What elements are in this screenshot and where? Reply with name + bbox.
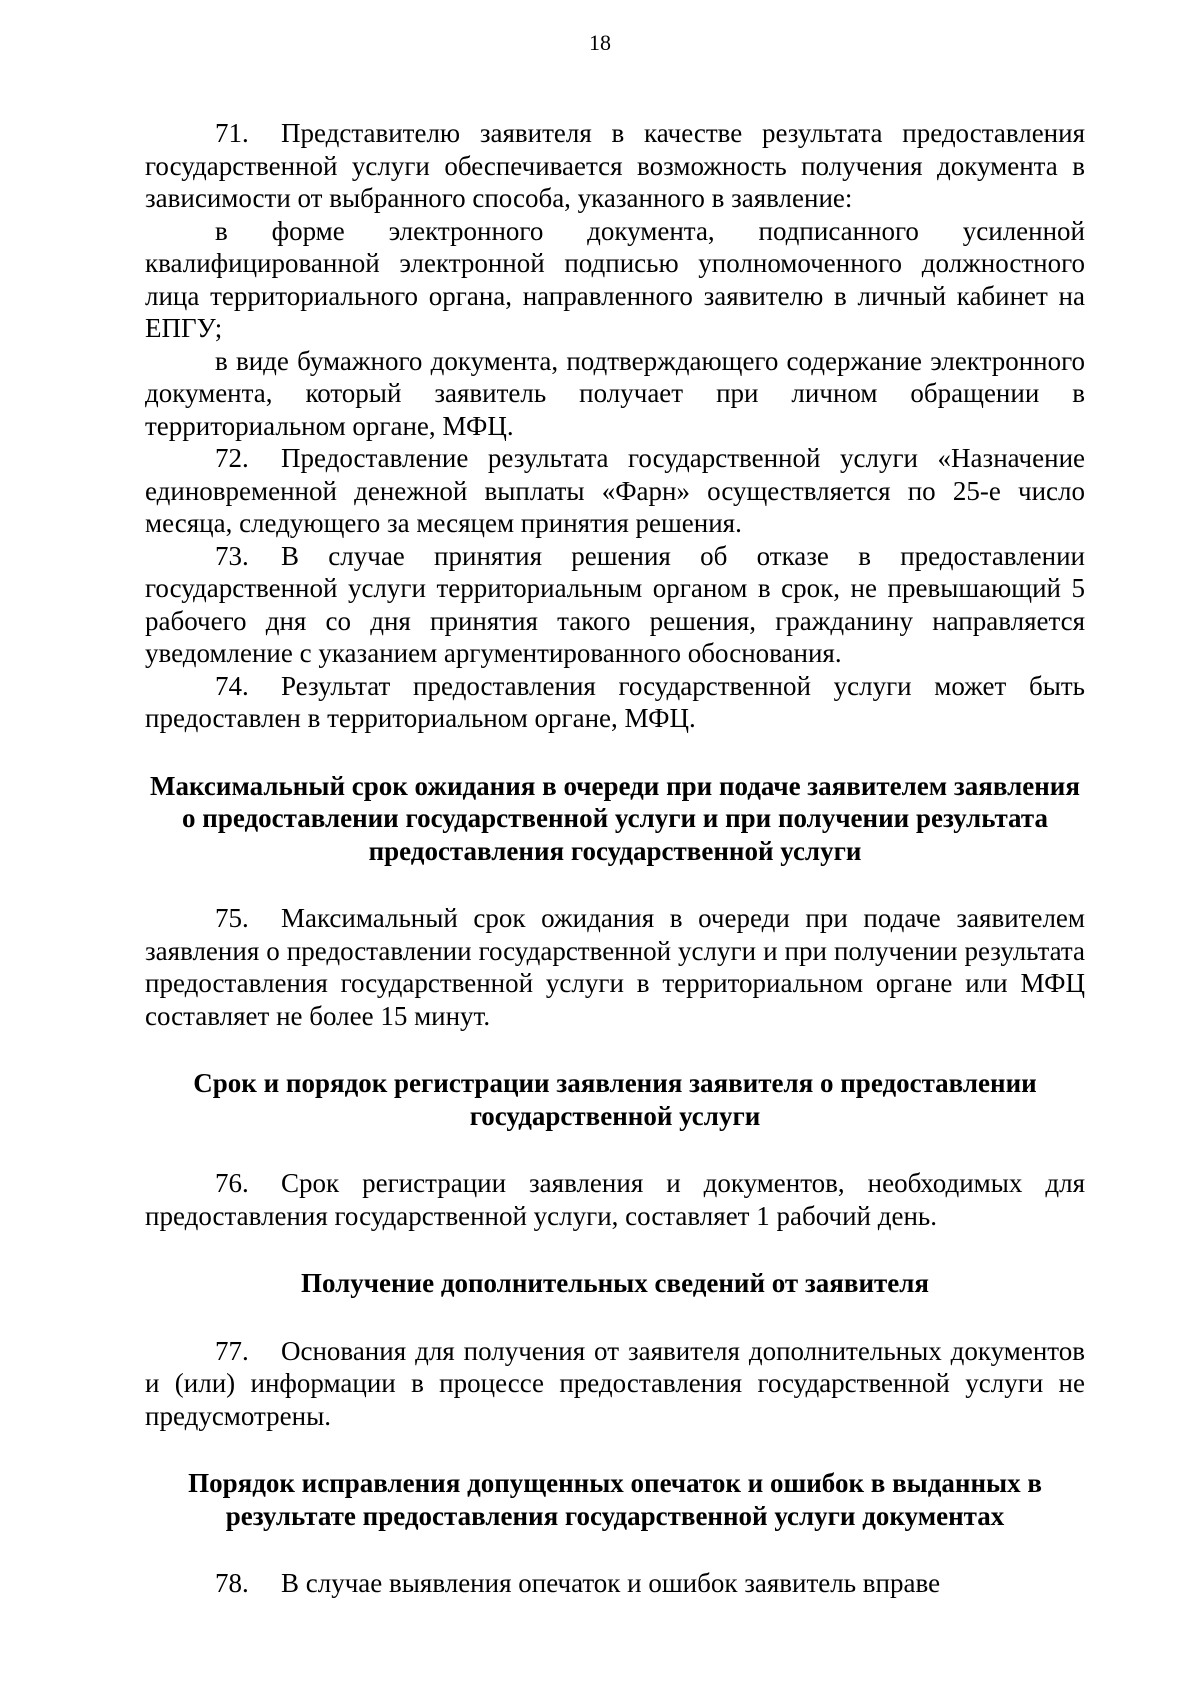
paragraph-text: в форме электронного документа, подписанного усиленной квалифицированной электронной подписью уполномоченного должностного лица территориального органа, направленного заявителю в личный кабинет на ЕПГУ; xyxy=(145,215,1085,343)
section-heading: Срок и порядок регистрации заявления заявителя о предоставлении государственной услуги xyxy=(193,1068,1037,1131)
spacer xyxy=(145,1232,1085,1267)
spacer xyxy=(145,1300,1085,1335)
paragraph-text: Срок регистрации заявления и документов, необходимых для предоставления государственной услуги, составляет 1 рабочий день. xyxy=(145,1168,1085,1231)
paragraph-text: В случае принятия решения об отказе в предоставлении государственной услуги территориальным органом в срок, не превышающий 5 рабочего дня со дня принятия такого решения, гражданину направляется уведомление с указанием аргументированного обоснования. xyxy=(145,540,1085,668)
paragraph-text: В случае выявления опечаток и ошибок заявитель вправе xyxy=(281,1568,941,1598)
paragraph-number: 71. xyxy=(215,118,249,148)
paragraph xyxy=(145,345,1085,443)
spacer xyxy=(145,1032,1085,1067)
paragraph-text: Максимальный срок ожидания в очереди при подаче заявителем заявления о предоставлении государственной услуги и при получении результата предоставления государственной услуги в территориальном органе или МФЦ составляет не более 15 минут. xyxy=(145,903,1085,1031)
spacer xyxy=(145,867,1085,902)
page-number: 18 xyxy=(589,30,611,55)
numbered-paragraph xyxy=(145,1335,1085,1433)
paragraph-number: 78. xyxy=(215,1568,249,1598)
numbered-paragraph xyxy=(145,540,1085,670)
paragraph-text: в виде бумажного документа, подтверждающего содержание электронного документа, который заявитель получает при личном обращении в территориальном органе, МФЦ. xyxy=(145,345,1085,441)
paragraph-number: 75. xyxy=(215,903,249,933)
spacer xyxy=(145,1132,1085,1167)
paragraph xyxy=(145,215,1085,345)
spacer xyxy=(145,1532,1085,1567)
numbered-paragraph xyxy=(145,1167,1085,1232)
paragraph-text: Основания для получения от заявителя дополнительных документов и (или) информации в процессе предоставления государственной услуги не предусмотрены. xyxy=(145,1335,1085,1431)
spacer xyxy=(145,735,1085,770)
paragraph-text: Предоставление результата государственной услуги «Назначение единовременной денежной выплаты «Фарн» осуществляется по 25-е число месяца, следующего за месяцем принятия решения. xyxy=(145,443,1085,538)
section-heading: Максимальный срок ожидания в очереди при подаче заявителем заявления о предоставлении государственной услуги и при получении результата предоставления государственной услуги xyxy=(150,770,1080,866)
paragraph-text: Представителю заявителя в качестве результата предоставления государственной услуги обеспечивается возможность получения документа в зависимости от выбранного способа, указанного в заявление: xyxy=(145,118,1085,213)
numbered-paragraph xyxy=(145,902,1085,1032)
paragraph-number: 76. xyxy=(215,1168,249,1198)
numbered-paragraph xyxy=(145,1567,1085,1600)
section-heading: Получение дополнительных сведений от заявителя xyxy=(300,1268,930,1298)
paragraph-number: 72. xyxy=(215,443,249,473)
document-body xyxy=(145,117,1085,1600)
paragraph-text: Результат предоставления государственной услуги может быть предоставлен в территориальном органе, МФЦ. xyxy=(145,670,1085,733)
numbered-paragraph xyxy=(145,117,1085,215)
paragraph-number: 73. xyxy=(215,540,249,571)
spacer xyxy=(145,1432,1085,1467)
numbered-paragraph xyxy=(145,670,1085,735)
section-heading: Порядок исправления допущенных опечаток и ошибок в выданных в результате предоставления государственной услуги документах xyxy=(188,1468,1042,1531)
paragraph-number: 77. xyxy=(215,1335,249,1366)
paragraph-number: 74. xyxy=(215,670,249,701)
numbered-paragraph xyxy=(145,442,1085,540)
